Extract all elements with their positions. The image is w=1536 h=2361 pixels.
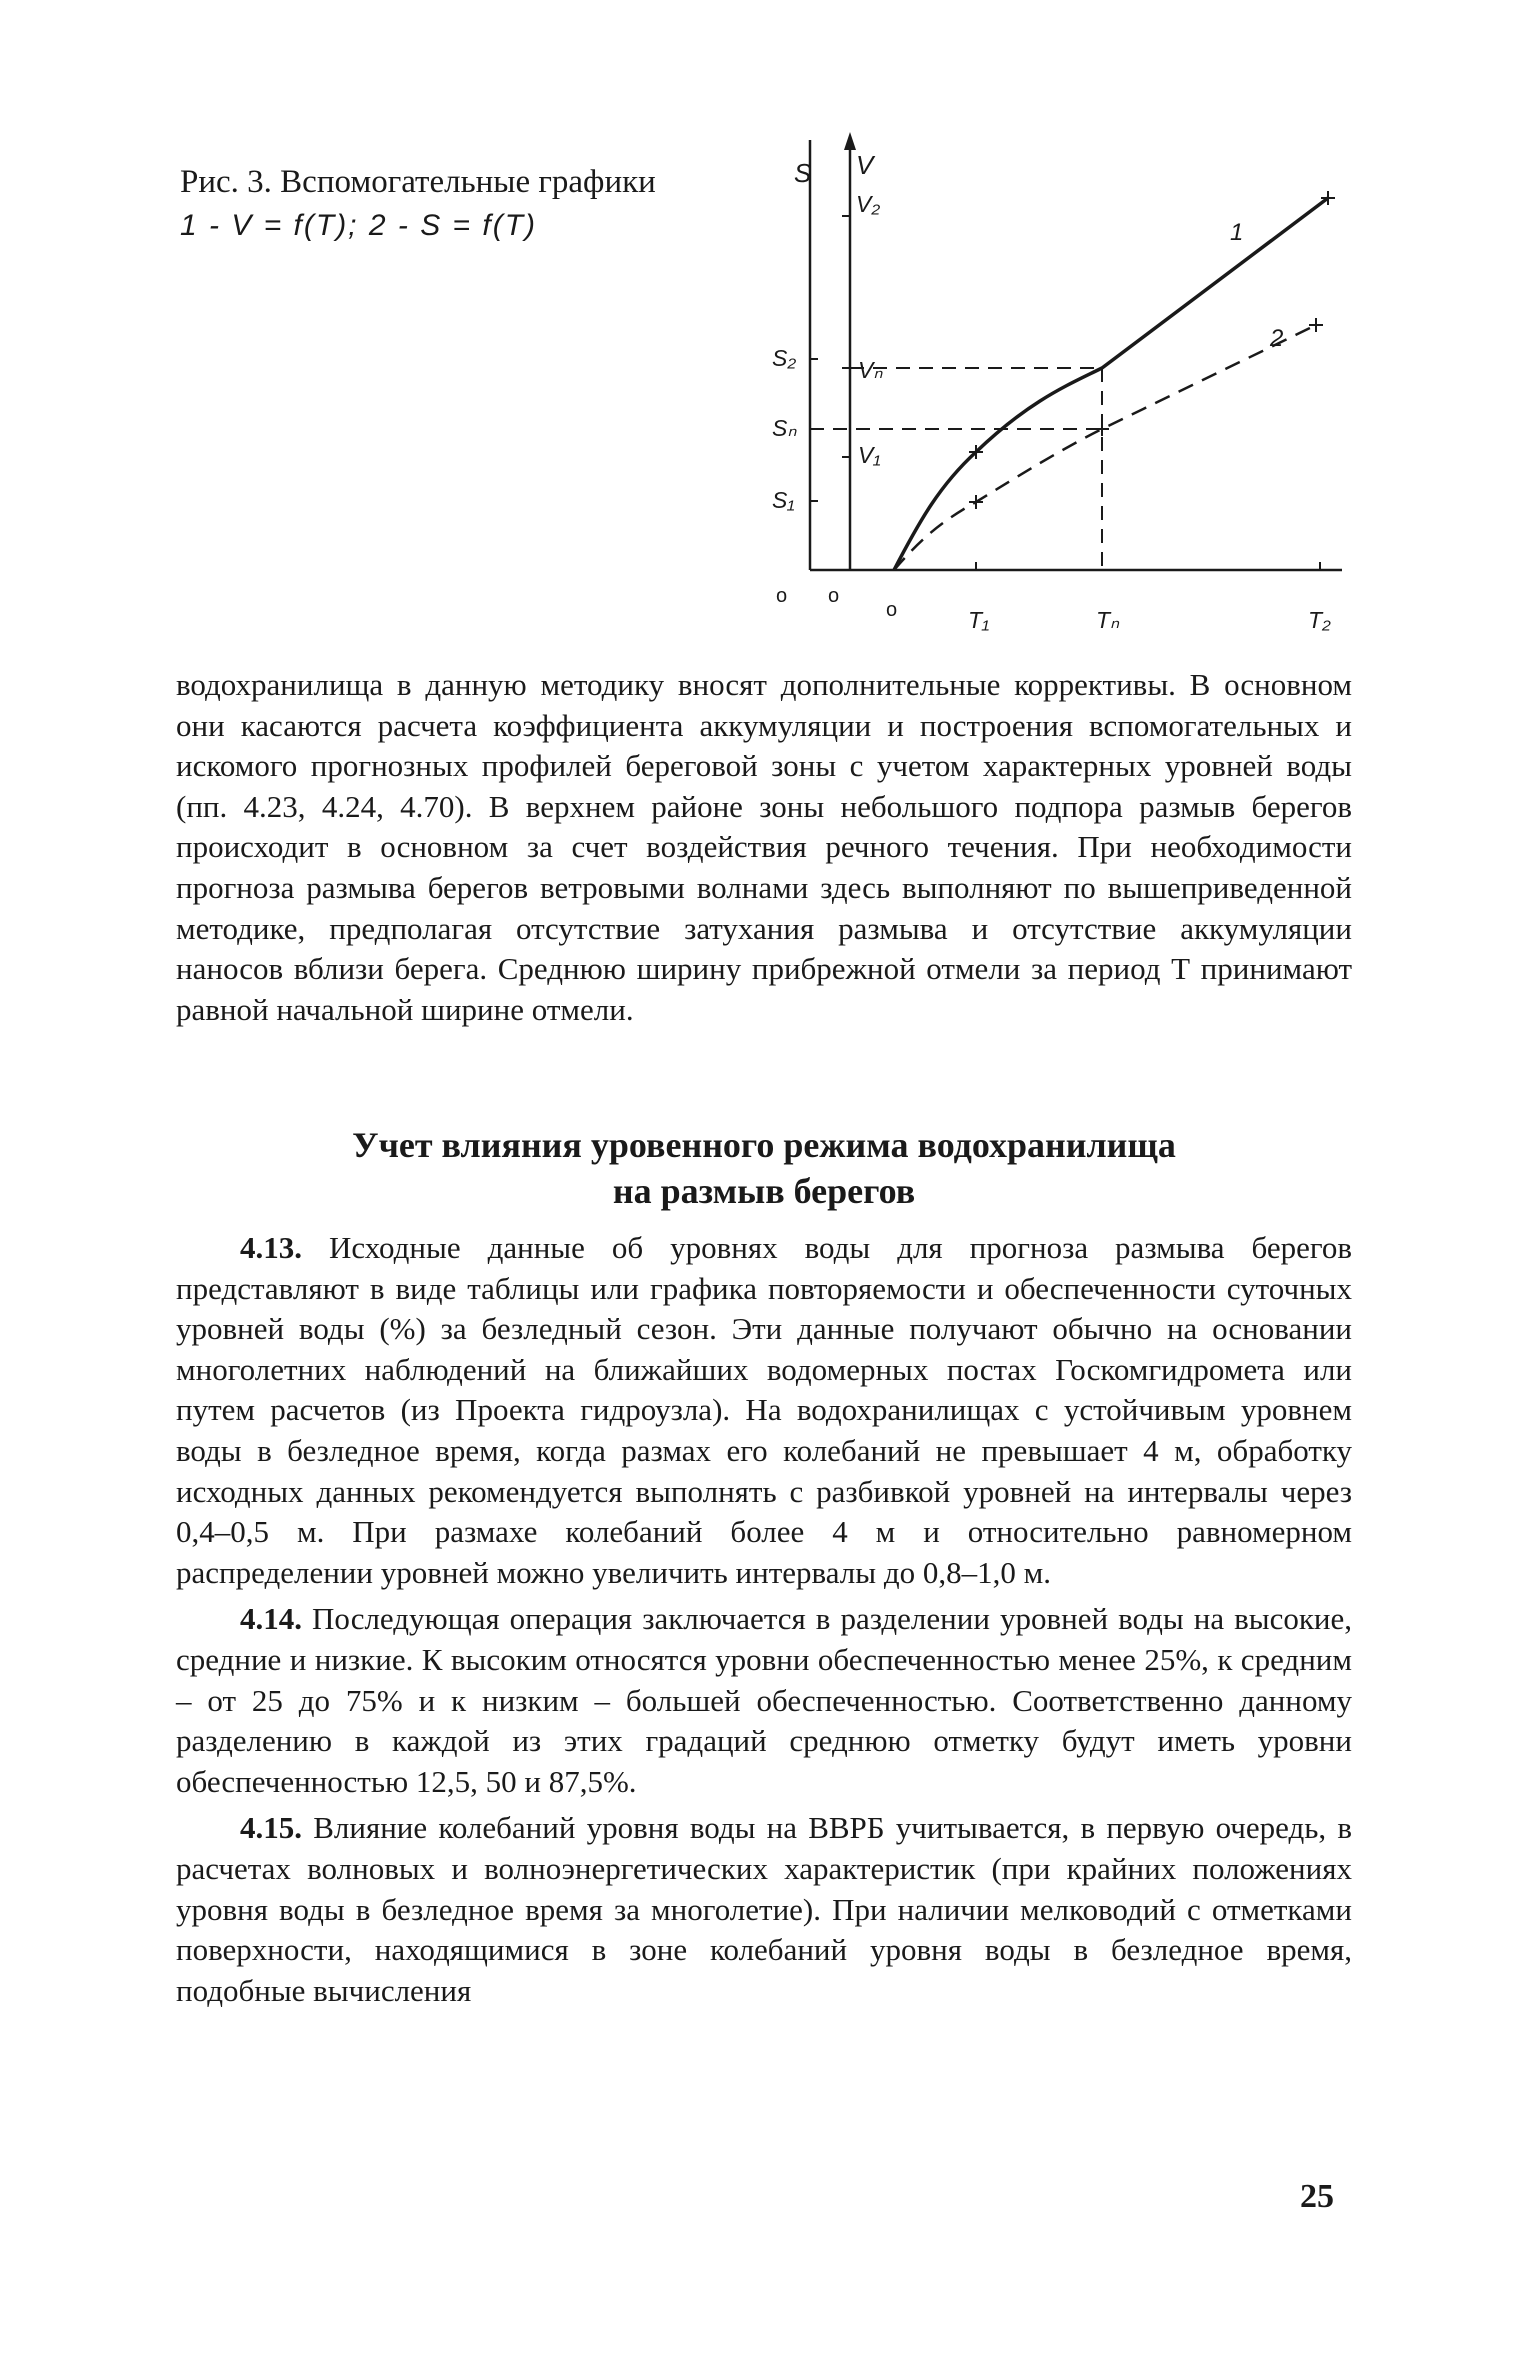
paragraph-4-15-number: 4.15.	[240, 1810, 302, 1846]
curve-2-line	[894, 325, 1316, 570]
figure-caption	[180, 160, 700, 248]
v2-tick-label: V₂	[856, 191, 881, 217]
v-axis-label: V	[856, 150, 874, 180]
section-body	[176, 1228, 1352, 2011]
paragraph-4-14	[176, 1599, 1352, 1802]
t2-tick-label: T₂	[1308, 607, 1331, 633]
v1-tick-label: V₁	[858, 442, 881, 468]
curve-1-line	[894, 198, 1328, 570]
s2-tick-label: S₂	[772, 345, 797, 371]
s-axis-label: S	[794, 158, 812, 188]
chart-svg	[772, 130, 1370, 650]
auxiliary-graphs-figure	[772, 130, 1370, 650]
paragraph-4-13-text: Исходные данные об уровнях воды для прогноза размыва берегов представляют в виде таблицы или графика повторяемости и обеспеченности суточных уровней воды (%) за безледный сезон. Эти данные получают обычно на основании многолетних наблюдений на ближайших водомерных постах Госкомгидромета или путем расчетов (из Проекта гидроузла). На водохранилищах с устойчивым уровнем воды в безледное время, когда размах его колебаний не превышает 4 м, обработку исходных данных рекомендуется выполнять с разбивкой уровней на интервалы через 0,4–0,5 м. При размахе колебаний более 4 м и относительно равномерном распределении уровней можно увеличить интервалы до 0,8–1,0 м.	[176, 1230, 1352, 1590]
curve-2-marker-tn	[1095, 422, 1109, 436]
paragraph-4-14-number: 4.14.	[240, 1601, 302, 1637]
paragraph-continuation	[176, 665, 1352, 1030]
caption-title: Рис. 3. Вспомогательные графики	[180, 164, 656, 200]
caption-formula: 1 - V = f(T); 2 - S = f(T)	[180, 209, 538, 242]
t-origin-label: o	[886, 599, 898, 621]
curve-2-marker-t1	[969, 495, 983, 509]
paragraph-4-13	[176, 1228, 1352, 1593]
section-heading	[176, 1122, 1352, 1214]
t1-tick-label: T₁	[968, 607, 990, 633]
v-origin-label: o	[828, 585, 840, 607]
paragraph-1-text: водохранилища в данную методику вносят дополнительные коррективы. В основном они касаются расчета коэффициента аккумуляции и построения вспомогательных и искомого прогнозных профилей береговой зоны с учетом характерных уровней воды (пп. 4.23, 4.24, 4.70). В верхнем районе зоны небольшого подпора размыв берегов происходит в основном за счет воздействия речного течения. При необходимости прогноза размыва берегов ветровыми волнами здесь выполняют по вышеприведенной методике, предполагая отсутствие затухания размыва и отсутствие аккумуляции наносов вблизи берега. Среднюю ширину прибрежной отмели за период Т принимают равной начальной ширине отмели.	[176, 667, 1352, 1027]
s-origin-label: o	[776, 585, 788, 607]
paragraph-4-15-text: Влияние колебаний уровня воды на ВВРБ учитывается, в первую очередь, в расчетах волновых и волноэнергетических характеристик (при крайних положениях уровня воды в безледное время за многолетие). При наличии мелководий с отметками поверхности, находящимися в зоне колебаний уровня воды в безледное время, подобные вычисления	[176, 1810, 1352, 2008]
curve-1-label: 1	[1230, 219, 1244, 246]
curve-2-marker-end	[1309, 318, 1323, 332]
tn-tick-label: Tₙ	[1096, 607, 1120, 633]
vn-tick-label: Vₙ	[858, 357, 883, 383]
paragraph-4-14-text: Последующая операция заключается в разделении уровней воды на высокие, средние и низкие. К высоким относятся уровни обеспеченностью менее 25%, к средним – от 25 до 75% и к низким – большей обеспеченностью. Соответственно данному разделению в каждой из этих градаций среднюю отметку будут иметь уровни обеспеченностью 12,5, 50 и 87,5%.	[176, 1601, 1352, 1799]
curve-2-label: 2	[1270, 325, 1284, 352]
paragraph-4-13-number: 4.13.	[240, 1230, 302, 1265]
section-heading-line-1: Учет влияния уровенного режима водохранилища	[352, 1125, 1176, 1165]
page-number: 25	[1300, 2178, 1334, 2215]
v-axis-arrow	[844, 132, 856, 150]
s1-tick-label: S₁	[772, 487, 795, 513]
paragraph-4-15	[176, 1808, 1352, 2011]
sn-tick-label: Sₙ	[772, 415, 797, 441]
section-heading-line-2: на размыв берегов	[612, 1171, 916, 1211]
